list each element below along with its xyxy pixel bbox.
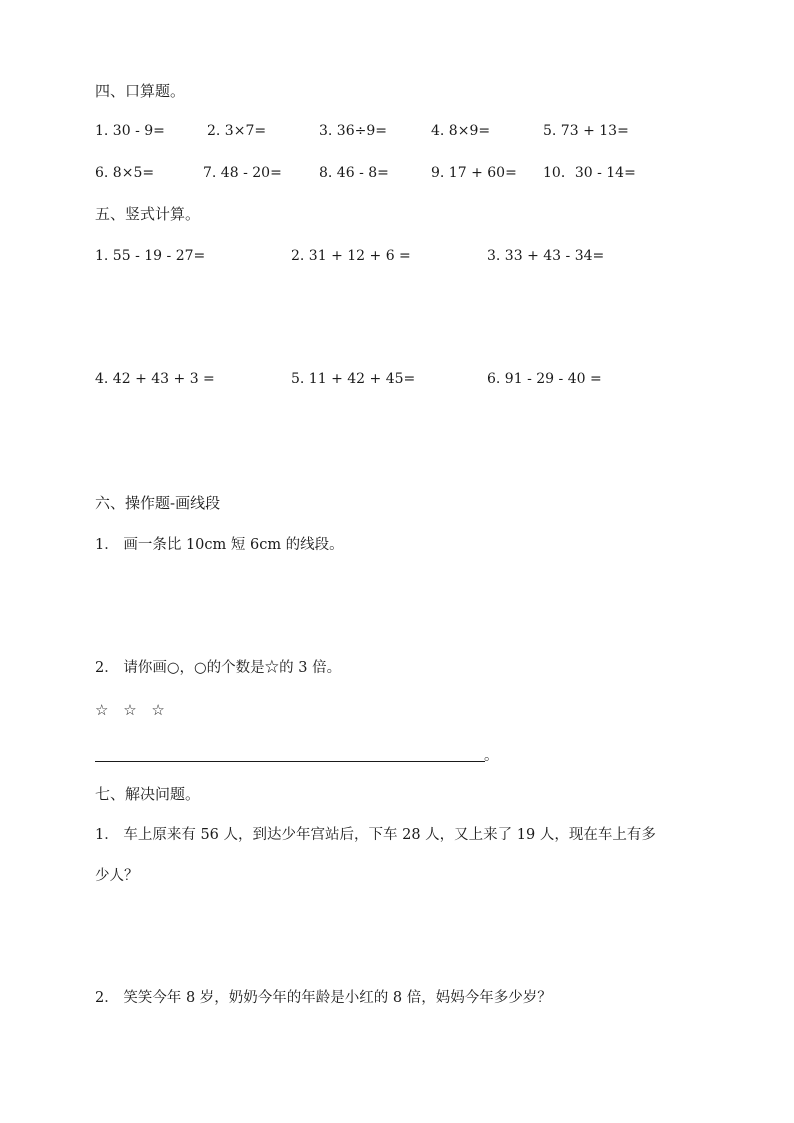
answer-blank-line[interactable] [95, 761, 485, 762]
star-row: ☆ ☆ ☆ [95, 701, 170, 719]
vertical-problem-2: 2. 31 + 12 + 6 = [291, 248, 411, 264]
section-oral-title: 四、口算题。 [95, 82, 186, 100]
oral-problem-9: 9. 17 + 60= [431, 165, 517, 181]
vertical-problem-4: 4. 42 + 43 + 3 = [95, 371, 215, 387]
vertical-problem-1: 1. 55 - 19 - 27= [95, 248, 206, 264]
oral-problem-5: 5. 73 + 13= [543, 123, 629, 139]
section-drawing-title: 六、操作题-画线段 [95, 494, 221, 512]
oral-problem-6: 6. 8×5= [95, 165, 155, 181]
problem-1-line-1: 1． 车上原来有 56 人，到达少年宫站后，下车 28 人，又上来了 19 人，现在车上有多 [95, 827, 656, 843]
section-vertical-title: 五、竖式计算。 [95, 205, 201, 223]
problem-1-line-2: 少人？ [95, 868, 139, 884]
drawing-question-2: 2． 请你画○，○的个数是☆的 3 倍。 [95, 660, 342, 676]
vertical-problem-6: 6. 91 - 29 - 40 = [487, 371, 602, 387]
problem-2: 2． 笑笑今年 8 岁，奶奶今年的年龄是小红的 8 倍，妈妈今年多少岁？ [95, 990, 552, 1006]
vertical-problem-3: 3. 33 + 43 - 34= [487, 248, 605, 264]
section-problems-title: 七、解决问题。 [95, 785, 201, 803]
answer-period: 。 [484, 748, 499, 764]
drawing-question-1: 1． 画一条比 10cm 短 6cm 的线段。 [95, 537, 344, 553]
oral-problem-4: 4. 8×9= [431, 123, 491, 139]
vertical-problem-5: 5. 11 + 42 + 45= [291, 371, 416, 387]
oral-problem-8: 8. 46 - 8= [319, 165, 389, 181]
oral-problem-1: 1. 30 - 9= [95, 123, 165, 139]
oral-problem-10: 10．30 - 14= [543, 165, 636, 181]
oral-problem-3: 3. 36÷9= [319, 123, 387, 139]
oral-problem-2: 2. 3×7= [207, 123, 267, 139]
oral-problem-7: 7. 48 - 20= [203, 165, 282, 181]
